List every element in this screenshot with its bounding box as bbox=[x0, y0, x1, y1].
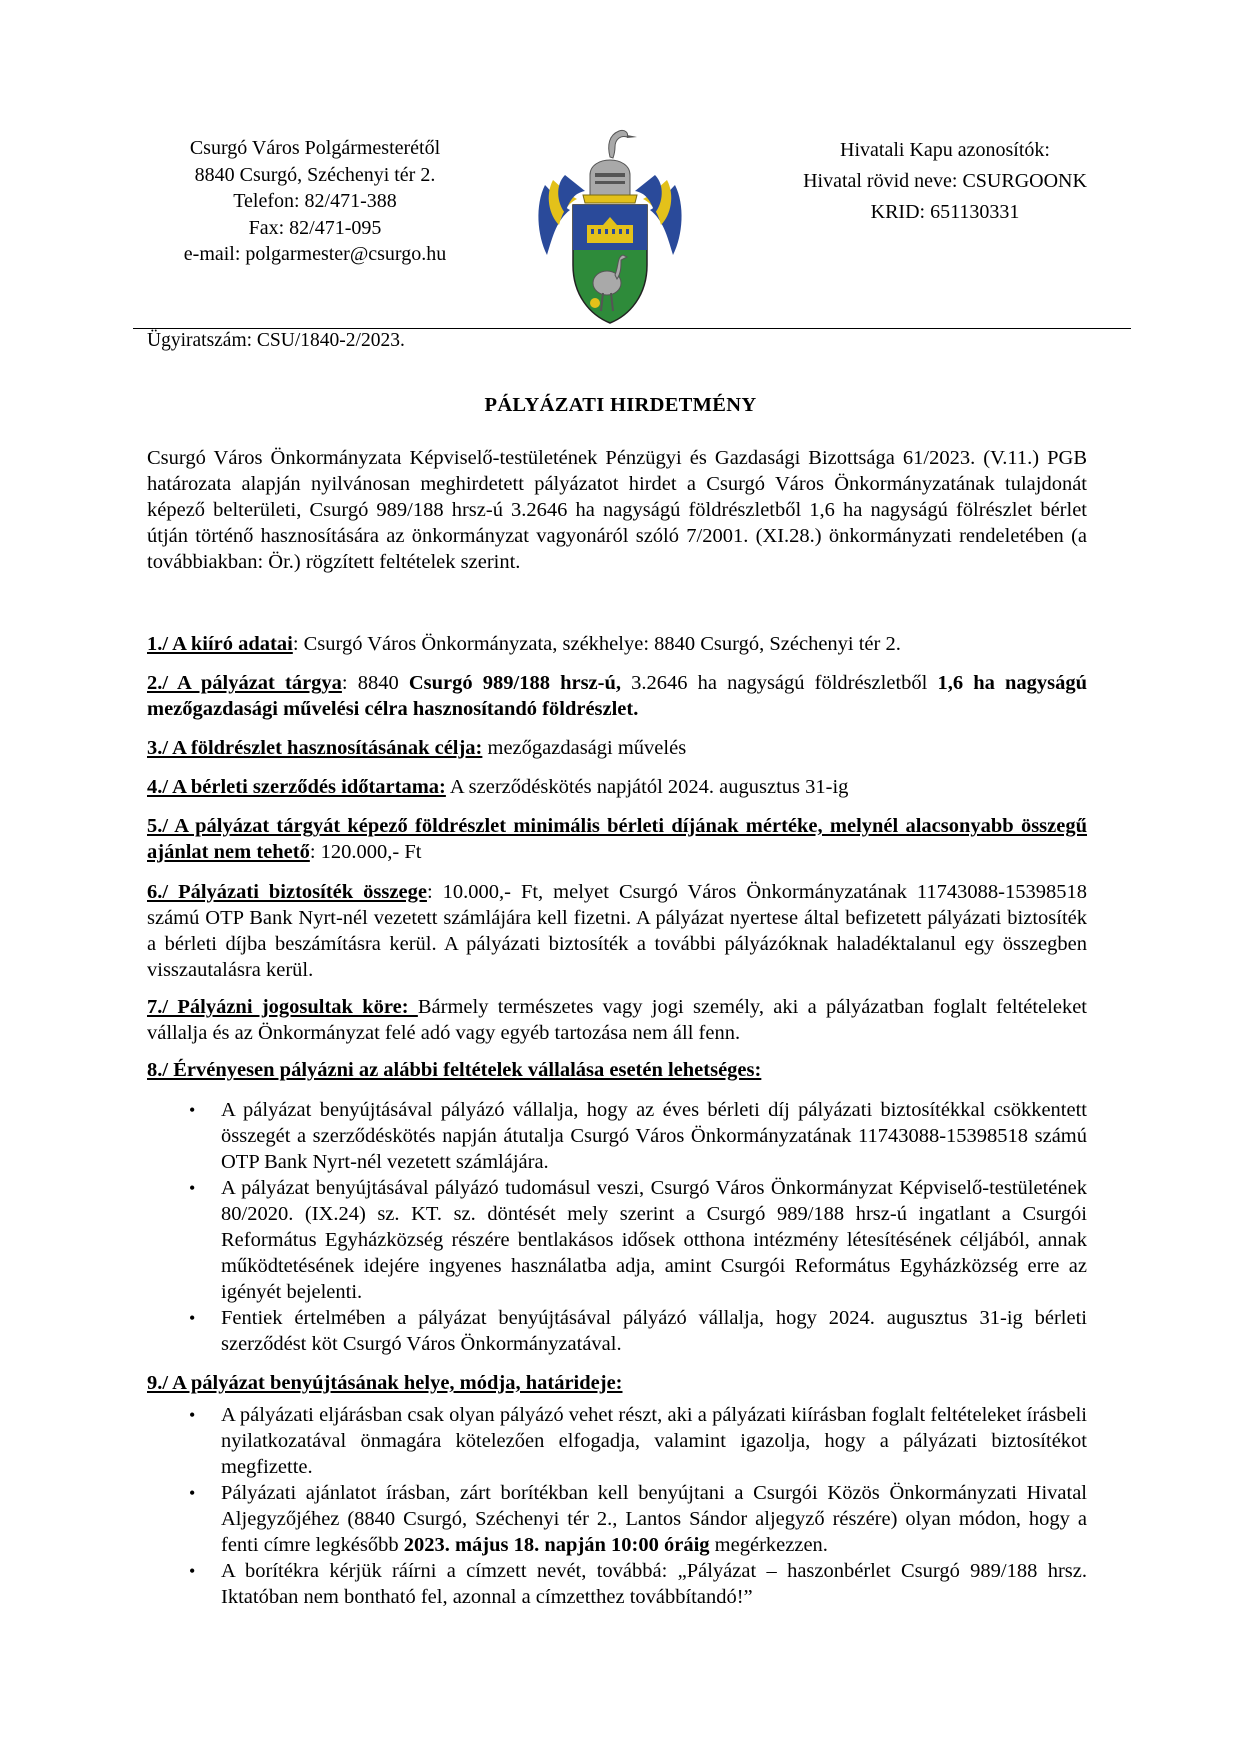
list-item-text-end: megérkezzen. bbox=[709, 1534, 828, 1556]
list-item-text: Pályázati ajánlatot írásban, zárt borítékban kell benyújtani a Csurgói Közös Önkormányzati Hivatal Aljegyzőjéhez (8840 Csurgó, Széchenyi tér 2., Lantos Sándor aljegyző részére) olyan módon, hogy a fenti címre legkésőbb bbox=[221, 1482, 1087, 1556]
sender-block bbox=[140, 135, 490, 268]
section-6-label: 6./ Pályázati biztosíték összege bbox=[147, 881, 427, 903]
sender-name: Csurgó Város Polgármesterétől bbox=[189, 137, 441, 159]
section-7-label: 7./ Pályázni jogosultak köre: bbox=[147, 996, 418, 1018]
list-item-text: A pályázat benyújtásával pályázó tudomásul veszi, Csurgó Város Önkormányzat Képviselő-testületének 80/2020. (IX.24) sz. KT. sz. döntését mely szerint a Csurgó 989/188 hrsz-ú ingatlant a Csurgói Református Egyházközség részére bentlakásos idősek otthona intézmény létesítésének céljából, annak működtetésének idejére ingyenes használatba adja, amint Csurgói Református Egyházközség erre az igényét bejelenti. bbox=[221, 1177, 1087, 1303]
section-9-list bbox=[189, 1402, 1087, 1610]
office-gateway-block bbox=[770, 135, 1120, 228]
deadline-text: 2023. május 18. napján 10:00 óráig bbox=[403, 1534, 710, 1556]
list-item-text: A borítékra kérjük ráírni a címzett nevét, továbbá: „Pályázat – haszonbérlet Csurgó 989/188 hrsz. Iktatóban nem bontható fel, azonnal a címzetthez továbbítandó!” bbox=[221, 1560, 1087, 1608]
section-2-text-2: 3.2646 ha nagyságú földrészletből bbox=[621, 672, 938, 694]
bullet-icon: • bbox=[189, 1405, 196, 1425]
section-9-heading: 9./ A pályázat benyújtásának helye, módja, határideje: bbox=[147, 1372, 623, 1394]
section-7 bbox=[147, 994, 1087, 1046]
section-6-text: : 10.000,- Ft, melyet Csurgó Város Önkormányzatának 11743088-15398518 számú OTP Bank Nyrt-nél vezetett számlájára kell fizetni. A pályázat nyertese által befizetett pályázati biztosíték a bérleti díjba beszámításra kerül. A pályázati biztosíték a további pályázóknak haladéktalanul egy összegben visszautalásra kerül. bbox=[147, 881, 1087, 981]
section-8-list bbox=[189, 1097, 1087, 1357]
list-item bbox=[189, 1175, 1087, 1305]
section-5-label: 5./ A pályázat tárgyát képező földrészlet minimális bérleti díjának mértéke, melynél alacsonyabb összegű ajánlat nem tehető bbox=[147, 815, 1087, 863]
section-5-text: : 120.000,- Ft bbox=[309, 841, 422, 863]
section-4 bbox=[147, 774, 1087, 800]
section-1-label: 1./ A kiíró adatai bbox=[147, 633, 293, 655]
coat-of-arms-logo bbox=[535, 125, 685, 330]
list-item bbox=[189, 1097, 1087, 1175]
bullet-icon: • bbox=[189, 1483, 196, 1503]
bullet-icon: • bbox=[189, 1178, 196, 1198]
document-title: PÁLYÁZATI HIRDETMÉNY bbox=[484, 394, 757, 416]
sender-address: 8840 Csurgó, Széchenyi tér 2. bbox=[194, 163, 436, 186]
section-2-bold-1: Csurgó 989/188 hrsz-ú, bbox=[408, 672, 622, 694]
section-1 bbox=[147, 631, 1087, 657]
section-2 bbox=[147, 670, 1087, 722]
list-item-text: A pályázati eljárásban csak olyan pályázó vehet részt, aki a pályázati kiírásban foglalt feltételeket írásbeli nyilatkozatával önmagára kötelezően elfogadja, valamint igazolja, hogy a pályázati biztosítékot megfizette. bbox=[221, 1404, 1087, 1478]
section-7-text: Bármely természetes vagy jogi személy, aki a pályázatban foglalt feltételeket vállalja és az Önkormányzat felé adó vagy egyéb tartozása nem áll fenn. bbox=[147, 996, 1088, 1044]
sender-phone: Telefon: 82/471-388 bbox=[233, 190, 397, 212]
section-1-text: : Csurgó Város Önkormányzata, székhelye: 8840 Csurgó, Széchenyi tér 2. bbox=[292, 633, 901, 655]
bullet-icon: • bbox=[189, 1100, 196, 1120]
header-divider bbox=[133, 328, 1131, 329]
krid: KRID: 651130331 bbox=[870, 201, 1020, 223]
gateway-heading: Hivatali Kapu azonosítók: bbox=[840, 139, 1050, 161]
section-6 bbox=[147, 879, 1087, 983]
list-item bbox=[189, 1305, 1087, 1357]
section-2-bold-2: 1,6 ha nagyságú mezőgazdasági művelési célra hasznosítandó földrészlet. bbox=[147, 672, 1088, 720]
sender-fax: Fax: 82/471-095 bbox=[248, 216, 382, 239]
section-2-text-1: : 8840 bbox=[341, 672, 409, 694]
section-4-text: A szerződéskötés napjától 2024. augusztus 31-ig bbox=[445, 776, 849, 798]
section-3-label: 3./ A földrészlet hasznosításának célja: bbox=[147, 737, 483, 759]
section-3-text: mezőgazdasági művelés bbox=[482, 737, 687, 759]
intro-paragraph: Csurgó Város Önkormányzata Képviselő-testületének Pénzügyi és Gazdasági Bizottsága 61/2023. (V.11.) PGB határozata alapján nyilvánosan meghirdetett pályázatot hirdet a Csurgó Város Önkormányzatának tulajdonát képező belterületi, Csurgó 989/188 hrsz-ú 3.2646 ha nagyságú földrészletből 1,6 ha nagyságú fölrészlet bérlet útján történő hasznosítására az önkormányzat vagyonáról szóló 7/2001. (XI.28.) önkormányzati rendeletében (a továbbiakban: Ör.) rögzített feltételek szerint. bbox=[147, 447, 1087, 573]
list-item-text: A pályázat benyújtásával pályázó vállalja, hogy az éves bérleti díj pályázati biztosítékkal csökkentett összegét a szerződéskötés napján átutalja Csurgó Város Önkormányzatának 11743088-15398518 számú OTP Bank Nyrt-nél vezetett számlájára. bbox=[221, 1099, 1087, 1173]
office-short-name: Hivatal rövid neve: CSURGOONK bbox=[803, 170, 1087, 192]
list-item bbox=[189, 1402, 1087, 1480]
section-3 bbox=[147, 735, 1087, 761]
section-2-label: 2./ A pályázat tárgya bbox=[147, 672, 342, 694]
list-item bbox=[189, 1558, 1087, 1610]
list-item bbox=[189, 1480, 1087, 1558]
sender-email: e-mail: polgarmester@csurgo.hu bbox=[183, 243, 447, 265]
section-4-label: 4./ A bérleti szerződés időtartama: bbox=[147, 776, 446, 798]
bullet-icon: • bbox=[189, 1561, 196, 1581]
section-8-heading: 8./ Érvényesen pályázni az alábbi feltételek vállalása esetén lehetséges: bbox=[147, 1059, 762, 1081]
section-5 bbox=[147, 813, 1087, 865]
case-number: Ügyiratszám: CSU/1840-2/2023. bbox=[147, 330, 405, 351]
list-item-text: Fentiek értelmében a pályázat benyújtásával pályázó vállalja, hogy 2024. augusztus 31-ig bérleti szerződést köt Csurgó Város Önkormányzatával. bbox=[221, 1307, 1087, 1355]
bullet-icon: • bbox=[189, 1308, 196, 1328]
